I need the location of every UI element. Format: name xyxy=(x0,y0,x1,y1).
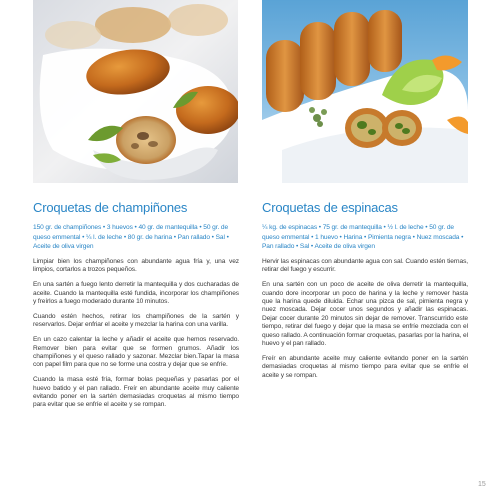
ingredients-list: ¼ kg. de espinacas • 75 gr. de mantequilla • ½ l. de leche • 50 gr. de queso emmental • 1 huevo • Harina • Pimienta negra • Nuez moscada • Pan rallado • Sal • Aceite de oliva virgen xyxy=(262,224,464,251)
spinach-croquettes-photo xyxy=(262,0,468,183)
recipe-title: Croquetas de espinacas xyxy=(262,200,398,215)
instruction-paragraph: En una sartén a fuego lento derretir la mantequilla y dos cucharadas de aceite. Cuando la mantequilla esté fundida, incorporar los champiñones y freírlos a fuego moderado durante 10 minutos. xyxy=(33,281,239,305)
ingredients-list: 150 gr. de champiñones • 3 huevos • 40 gr. de mantequilla • 50 gr. de queso emmental • ¼ l. de leche • 80 gr. de harina • Pan rallado • Sal • Aceite de oliva virgen xyxy=(33,224,229,251)
page-number: 15 xyxy=(478,481,486,488)
instruction-paragraph: En una sartén con un poco de aceite de oliva derretir la mantequilla, cuando dore incorporar un poco de harina y la leche y remover hasta que la harina quede diluida. Echar una pizca de sal, pimienta negra y nuez moscada. Dejar cocer unos segundos y añadir las espinacas. Dejar cocer durante 20 minutos sin dejar de remover. Transcurrido este tiempo, retirar del fuego y dejar que la masa se enfríe mezclada con el queso rallado. A continuación formar croquetas, pasarlas por la harina, el huevo y el pan rallado. xyxy=(262,281,468,347)
instruction-paragraph: Hervir las espinacas con abundante agua con sal. Cuando estén tiernas, retirar del fuego y escurrir. xyxy=(262,257,468,274)
instruction-paragraph: Freír en abundante aceite muy caliente evitando poner en la sartén demasiadas croquetas al mismo tiempo para evitar que se enfríe el aceite y se rompan. xyxy=(262,354,468,379)
instruction-paragraph: En un cazo calentar la leche y añadir el aceite que hemos reservado. Remover bien para evitar que se formen grumos. Añadir los champiñones y el queso rallado y sazonar. Mezclar bien.Tapar la masa con papel film para que no se forme una costra y dejar que se enfríe. xyxy=(33,336,239,369)
instruction-paragraph: Cuando la masa esté fría, formar bolas pequeñas y pasarlas por el huevo batido y el pan rallado. Freír en abundante aceite muy caliente evitando poner en la sartén demasiadas croquetas al mismo tiempo para evitar que se enfríe el aceite y se rompan. xyxy=(33,376,239,409)
instruction-paragraph: Cuando estén hechos, retirar los champiñones de la sartén y reservarlos. Dejar enfriar el aceite y mezclar la harina con una varilla. xyxy=(33,312,239,329)
mushroom-croquettes-photo xyxy=(33,0,238,183)
spinach-recipe xyxy=(262,200,468,387)
recipe-title: Croquetas de champiñones xyxy=(33,200,188,215)
mushroom-recipe xyxy=(33,200,239,416)
instruction-paragraph: Limpiar bien los champiñones con abundante agua fría y, una vez limpios, cortarlos a trozos pequeños. xyxy=(33,257,239,274)
